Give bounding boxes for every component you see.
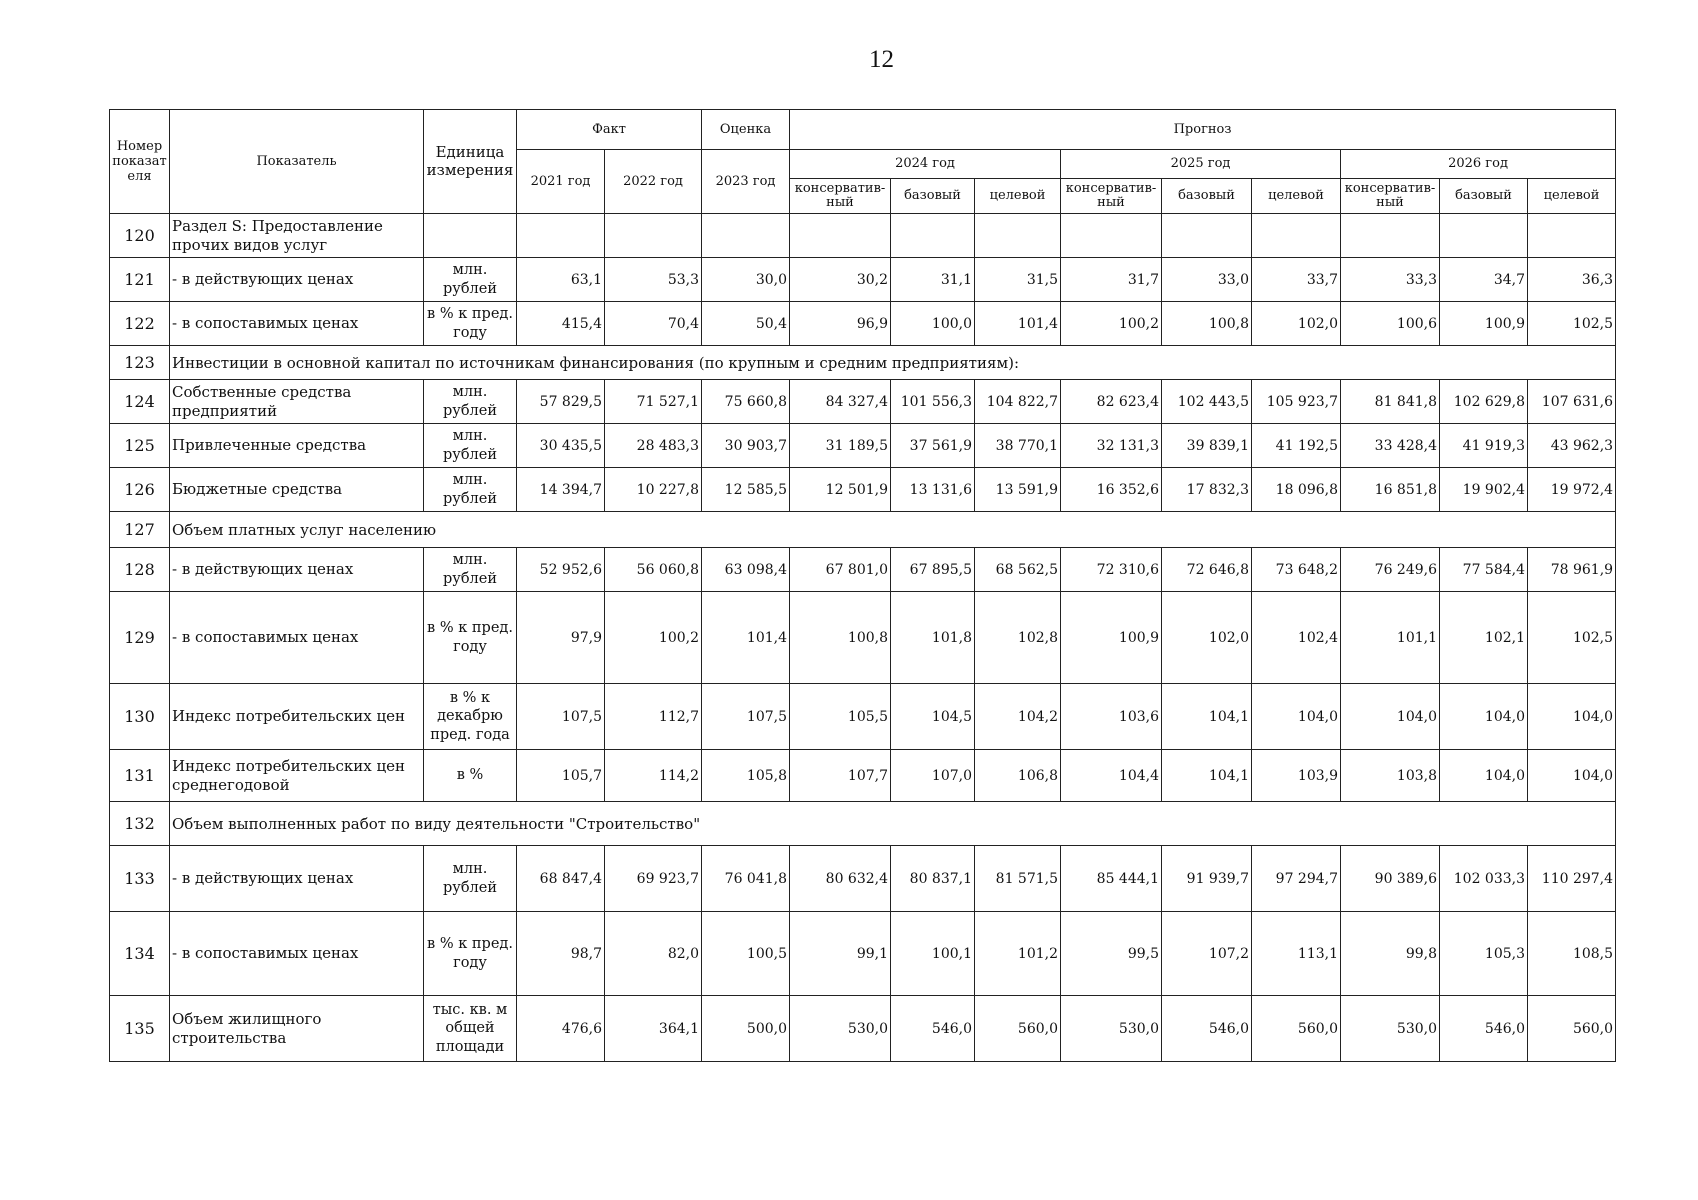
value-cell: 100,1 <box>891 912 975 996</box>
value-cell: 105,3 <box>1440 912 1528 996</box>
header-indicator: Показатель <box>170 110 424 214</box>
value-cell: 104,0 <box>1252 684 1341 750</box>
value-cell: 77 584,4 <box>1440 548 1528 592</box>
value-cell: 105,7 <box>517 750 605 802</box>
value-cell: 107,2 <box>1162 912 1252 996</box>
value-cell: 90 389,6 <box>1341 846 1440 912</box>
header-forecast: Прогноз <box>790 110 1616 150</box>
value-cell: 107,0 <box>891 750 975 802</box>
value-cell: 81 571,5 <box>975 846 1061 912</box>
value-cell: 102 443,5 <box>1162 380 1252 424</box>
value-cell: 10 227,8 <box>605 468 702 512</box>
value-cell: 43 962,3 <box>1528 424 1616 468</box>
value-cell: 476,6 <box>517 996 605 1062</box>
value-cell: 13 591,9 <box>975 468 1061 512</box>
value-cell: 67 895,5 <box>891 548 975 592</box>
row-number: 132 <box>110 802 170 846</box>
header-variant-base: базовый <box>1440 179 1528 214</box>
unit-cell: в % к пред. году <box>424 912 517 996</box>
row-number: 123 <box>110 346 170 380</box>
header-year-2022: 2022 год <box>605 150 702 214</box>
indicator-name: Раздел S: Предоставление прочих видов услуг <box>170 214 424 258</box>
value-cell: 100,2 <box>605 592 702 684</box>
value-cell: 101,4 <box>702 592 790 684</box>
value-cell <box>1440 214 1528 258</box>
section-title: Инвестиции в основной капитал по источникам финансирования (по крупным и средним предприятиям): <box>170 346 1616 380</box>
value-cell: 68 562,5 <box>975 548 1061 592</box>
row-number: 127 <box>110 512 170 548</box>
table-row <box>110 750 1616 802</box>
unit-cell: млн. рублей <box>424 258 517 302</box>
table-row <box>110 424 1616 468</box>
value-cell: 100,9 <box>1061 592 1162 684</box>
value-cell: 39 839,1 <box>1162 424 1252 468</box>
value-cell: 104,0 <box>1341 684 1440 750</box>
table-row <box>110 548 1616 592</box>
value-cell: 52 952,6 <box>517 548 605 592</box>
value-cell: 97,9 <box>517 592 605 684</box>
value-cell: 57 829,5 <box>517 380 605 424</box>
unit-cell: в % к декабрю пред. года <box>424 684 517 750</box>
value-cell: 102,1 <box>1440 592 1528 684</box>
section-title: Объем выполненных работ по виду деятельности "Строительство" <box>170 802 1616 846</box>
value-cell: 104,5 <box>891 684 975 750</box>
header-variant-target: целевой <box>1528 179 1616 214</box>
value-cell: 364,1 <box>605 996 702 1062</box>
value-cell: 16 851,8 <box>1341 468 1440 512</box>
value-cell: 69 923,7 <box>605 846 702 912</box>
unit-cell: млн. рублей <box>424 424 517 468</box>
value-cell: 82,0 <box>605 912 702 996</box>
value-cell: 101,1 <box>1341 592 1440 684</box>
unit-cell: млн. рублей <box>424 380 517 424</box>
value-cell <box>790 214 891 258</box>
value-cell <box>891 214 975 258</box>
value-cell: 102 033,3 <box>1440 846 1528 912</box>
table-row <box>110 912 1616 996</box>
unit-cell: млн. рублей <box>424 468 517 512</box>
indicator-name: Индекс потребительских цен <box>170 684 424 750</box>
value-cell: 72 310,6 <box>1061 548 1162 592</box>
header-variant-target: целевой <box>1252 179 1341 214</box>
value-cell: 102,5 <box>1528 302 1616 346</box>
value-cell: 101,4 <box>975 302 1061 346</box>
table-row <box>110 802 1616 846</box>
value-cell: 530,0 <box>1341 996 1440 1062</box>
value-cell: 560,0 <box>975 996 1061 1062</box>
table-row <box>110 302 1616 346</box>
value-cell: 99,8 <box>1341 912 1440 996</box>
value-cell: 103,6 <box>1061 684 1162 750</box>
table-row <box>110 684 1616 750</box>
header-year-2026: 2026 год <box>1341 150 1616 179</box>
value-cell: 100,0 <box>891 302 975 346</box>
value-cell: 37 561,9 <box>891 424 975 468</box>
value-cell: 546,0 <box>1440 996 1528 1062</box>
value-cell: 546,0 <box>1162 996 1252 1062</box>
indicator-name: - в сопоставимых ценах <box>170 592 424 684</box>
value-cell: 12 585,5 <box>702 468 790 512</box>
unit-cell: в % <box>424 750 517 802</box>
value-cell: 100,8 <box>790 592 891 684</box>
value-cell: 13 131,6 <box>891 468 975 512</box>
value-cell: 100,6 <box>1341 302 1440 346</box>
value-cell: 80 837,1 <box>891 846 975 912</box>
value-cell: 31,7 <box>1061 258 1162 302</box>
unit-cell: млн. рублей <box>424 548 517 592</box>
header-number: Номер показат еля <box>110 110 170 214</box>
value-cell: 560,0 <box>1252 996 1341 1062</box>
header-unit: Единица измерения <box>424 110 517 214</box>
value-cell: 107,5 <box>517 684 605 750</box>
value-cell: 28 483,3 <box>605 424 702 468</box>
value-cell: 100,2 <box>1061 302 1162 346</box>
row-number: 122 <box>110 302 170 346</box>
value-cell: 99,5 <box>1061 912 1162 996</box>
value-cell: 104,4 <box>1061 750 1162 802</box>
header-variant-conservative: консерватив-ный <box>790 179 891 214</box>
indicator-name: Привлеченные средства <box>170 424 424 468</box>
value-cell: 78 961,9 <box>1528 548 1616 592</box>
value-cell: 31,5 <box>975 258 1061 302</box>
value-cell: 85 444,1 <box>1061 846 1162 912</box>
value-cell <box>1252 214 1341 258</box>
unit-cell: млн. рублей <box>424 846 517 912</box>
indicator-name: - в действующих ценах <box>170 258 424 302</box>
header-year-2025: 2025 год <box>1061 150 1341 179</box>
value-cell: 415,4 <box>517 302 605 346</box>
value-cell: 101 556,3 <box>891 380 975 424</box>
value-cell: 53,3 <box>605 258 702 302</box>
header-variant-base: базовый <box>891 179 975 214</box>
value-cell: 102,5 <box>1528 592 1616 684</box>
table-row <box>110 468 1616 512</box>
value-cell: 75 660,8 <box>702 380 790 424</box>
value-cell: 546,0 <box>891 996 975 1062</box>
value-cell: 31,1 <box>891 258 975 302</box>
value-cell: 91 939,7 <box>1162 846 1252 912</box>
value-cell: 63,1 <box>517 258 605 302</box>
value-cell: 34,7 <box>1440 258 1528 302</box>
page-number: 12 <box>869 46 894 73</box>
value-cell: 31 189,5 <box>790 424 891 468</box>
unit-cell: в % к пред. году <box>424 592 517 684</box>
value-cell: 103,8 <box>1341 750 1440 802</box>
header-estimate: Оценка <box>702 110 790 150</box>
value-cell: 96,9 <box>790 302 891 346</box>
value-cell: 36,3 <box>1528 258 1616 302</box>
unit-cell: тыс. кв. м общей площади <box>424 996 517 1062</box>
value-cell: 76 249,6 <box>1341 548 1440 592</box>
value-cell: 16 352,6 <box>1061 468 1162 512</box>
table-row <box>110 996 1616 1062</box>
value-cell: 100,8 <box>1162 302 1252 346</box>
value-cell: 113,1 <box>1252 912 1341 996</box>
value-cell: 112,7 <box>605 684 702 750</box>
row-number: 134 <box>110 912 170 996</box>
value-cell: 102,4 <box>1252 592 1341 684</box>
forecast-table <box>109 109 1616 1062</box>
row-number: 131 <box>110 750 170 802</box>
header-variant-base: базовый <box>1162 179 1252 214</box>
value-cell: 14 394,7 <box>517 468 605 512</box>
header-fact: Факт <box>517 110 702 150</box>
value-cell: 560,0 <box>1528 996 1616 1062</box>
row-number: 124 <box>110 380 170 424</box>
table-row <box>110 592 1616 684</box>
value-cell: 103,9 <box>1252 750 1341 802</box>
indicator-name: Собственные средства предприятий <box>170 380 424 424</box>
value-cell: 105,5 <box>790 684 891 750</box>
value-cell: 101,2 <box>975 912 1061 996</box>
row-number: 129 <box>110 592 170 684</box>
value-cell: 19 972,4 <box>1528 468 1616 512</box>
value-cell: 73 648,2 <box>1252 548 1341 592</box>
value-cell: 98,7 <box>517 912 605 996</box>
value-cell: 56 060,8 <box>605 548 702 592</box>
value-cell: 114,2 <box>605 750 702 802</box>
value-cell: 17 832,3 <box>1162 468 1252 512</box>
value-cell: 107,7 <box>790 750 891 802</box>
table-row <box>110 346 1616 380</box>
value-cell: 104,0 <box>1440 750 1528 802</box>
value-cell: 104,1 <box>1162 750 1252 802</box>
value-cell: 102,8 <box>975 592 1061 684</box>
value-cell: 104,1 <box>1162 684 1252 750</box>
value-cell: 33 428,4 <box>1341 424 1440 468</box>
value-cell: 107,5 <box>702 684 790 750</box>
value-cell: 107 631,6 <box>1528 380 1616 424</box>
section-title: Объем платных услуг населению <box>170 512 1616 548</box>
value-cell: 104,2 <box>975 684 1061 750</box>
value-cell <box>702 214 790 258</box>
header-variant-conservative: консерватив-ный <box>1341 179 1440 214</box>
row-number: 130 <box>110 684 170 750</box>
value-cell: 105 923,7 <box>1252 380 1341 424</box>
row-number: 133 <box>110 846 170 912</box>
value-cell: 102,0 <box>1162 592 1252 684</box>
indicator-name: Индекс потребительских цен среднегодовой <box>170 750 424 802</box>
indicator-name: - в сопоставимых ценах <box>170 912 424 996</box>
value-cell: 33,3 <box>1341 258 1440 302</box>
header-year-2023: 2023 год <box>702 150 790 214</box>
value-cell: 102 629,8 <box>1440 380 1528 424</box>
table-row <box>110 380 1616 424</box>
row-number: 125 <box>110 424 170 468</box>
header-variant-target: целевой <box>975 179 1061 214</box>
value-cell: 99,1 <box>790 912 891 996</box>
value-cell <box>1341 214 1440 258</box>
table-row <box>110 846 1616 912</box>
value-cell <box>1162 214 1252 258</box>
value-cell <box>1061 214 1162 258</box>
header-year-2024: 2024 год <box>790 150 1061 179</box>
value-cell <box>517 214 605 258</box>
value-cell: 71 527,1 <box>605 380 702 424</box>
row-number: 128 <box>110 548 170 592</box>
value-cell: 67 801,0 <box>790 548 891 592</box>
value-cell: 500,0 <box>702 996 790 1062</box>
value-cell: 50,4 <box>702 302 790 346</box>
value-cell <box>1528 214 1616 258</box>
value-cell: 530,0 <box>790 996 891 1062</box>
indicator-name: - в действующих ценах <box>170 846 424 912</box>
value-cell: 30,2 <box>790 258 891 302</box>
indicator-name: - в действующих ценах <box>170 548 424 592</box>
value-cell: 41 919,3 <box>1440 424 1528 468</box>
value-cell: 97 294,7 <box>1252 846 1341 912</box>
value-cell: 104,0 <box>1440 684 1528 750</box>
table-row <box>110 512 1616 548</box>
indicator-name: Объем жилищного строительства <box>170 996 424 1062</box>
value-cell: 19 902,4 <box>1440 468 1528 512</box>
value-cell: 82 623,4 <box>1061 380 1162 424</box>
value-cell: 30,0 <box>702 258 790 302</box>
value-cell: 106,8 <box>975 750 1061 802</box>
header-year-2021: 2021 год <box>517 150 605 214</box>
value-cell: 100,5 <box>702 912 790 996</box>
value-cell: 70,4 <box>605 302 702 346</box>
value-cell: 33,0 <box>1162 258 1252 302</box>
value-cell: 68 847,4 <box>517 846 605 912</box>
row-number: 135 <box>110 996 170 1062</box>
value-cell: 104,0 <box>1528 750 1616 802</box>
value-cell: 76 041,8 <box>702 846 790 912</box>
value-cell: 101,8 <box>891 592 975 684</box>
value-cell <box>605 214 702 258</box>
value-cell: 63 098,4 <box>702 548 790 592</box>
row-number: 121 <box>110 258 170 302</box>
value-cell: 12 501,9 <box>790 468 891 512</box>
value-cell: 41 192,5 <box>1252 424 1341 468</box>
value-cell: 38 770,1 <box>975 424 1061 468</box>
table-row <box>110 214 1616 258</box>
value-cell: 30 903,7 <box>702 424 790 468</box>
value-cell: 105,8 <box>702 750 790 802</box>
value-cell: 104 822,7 <box>975 380 1061 424</box>
value-cell: 104,0 <box>1528 684 1616 750</box>
value-cell: 530,0 <box>1061 996 1162 1062</box>
value-cell: 30 435,5 <box>517 424 605 468</box>
value-cell: 102,0 <box>1252 302 1341 346</box>
value-cell: 33,7 <box>1252 258 1341 302</box>
value-cell <box>975 214 1061 258</box>
row-number: 120 <box>110 214 170 258</box>
value-cell: 32 131,3 <box>1061 424 1162 468</box>
indicator-name: - в сопоставимых ценах <box>170 302 424 346</box>
value-cell: 108,5 <box>1528 912 1616 996</box>
value-cell: 80 632,4 <box>790 846 891 912</box>
value-cell: 81 841,8 <box>1341 380 1440 424</box>
table-row <box>110 258 1616 302</box>
value-cell: 84 327,4 <box>790 380 891 424</box>
value-cell: 72 646,8 <box>1162 548 1252 592</box>
value-cell: 110 297,4 <box>1528 846 1616 912</box>
indicator-name: Бюджетные средства <box>170 468 424 512</box>
value-cell: 18 096,8 <box>1252 468 1341 512</box>
header-variant-conservative: консерватив-ный <box>1061 179 1162 214</box>
unit-cell <box>424 214 517 258</box>
value-cell: 100,9 <box>1440 302 1528 346</box>
unit-cell: в % к пред. году <box>424 302 517 346</box>
row-number: 126 <box>110 468 170 512</box>
